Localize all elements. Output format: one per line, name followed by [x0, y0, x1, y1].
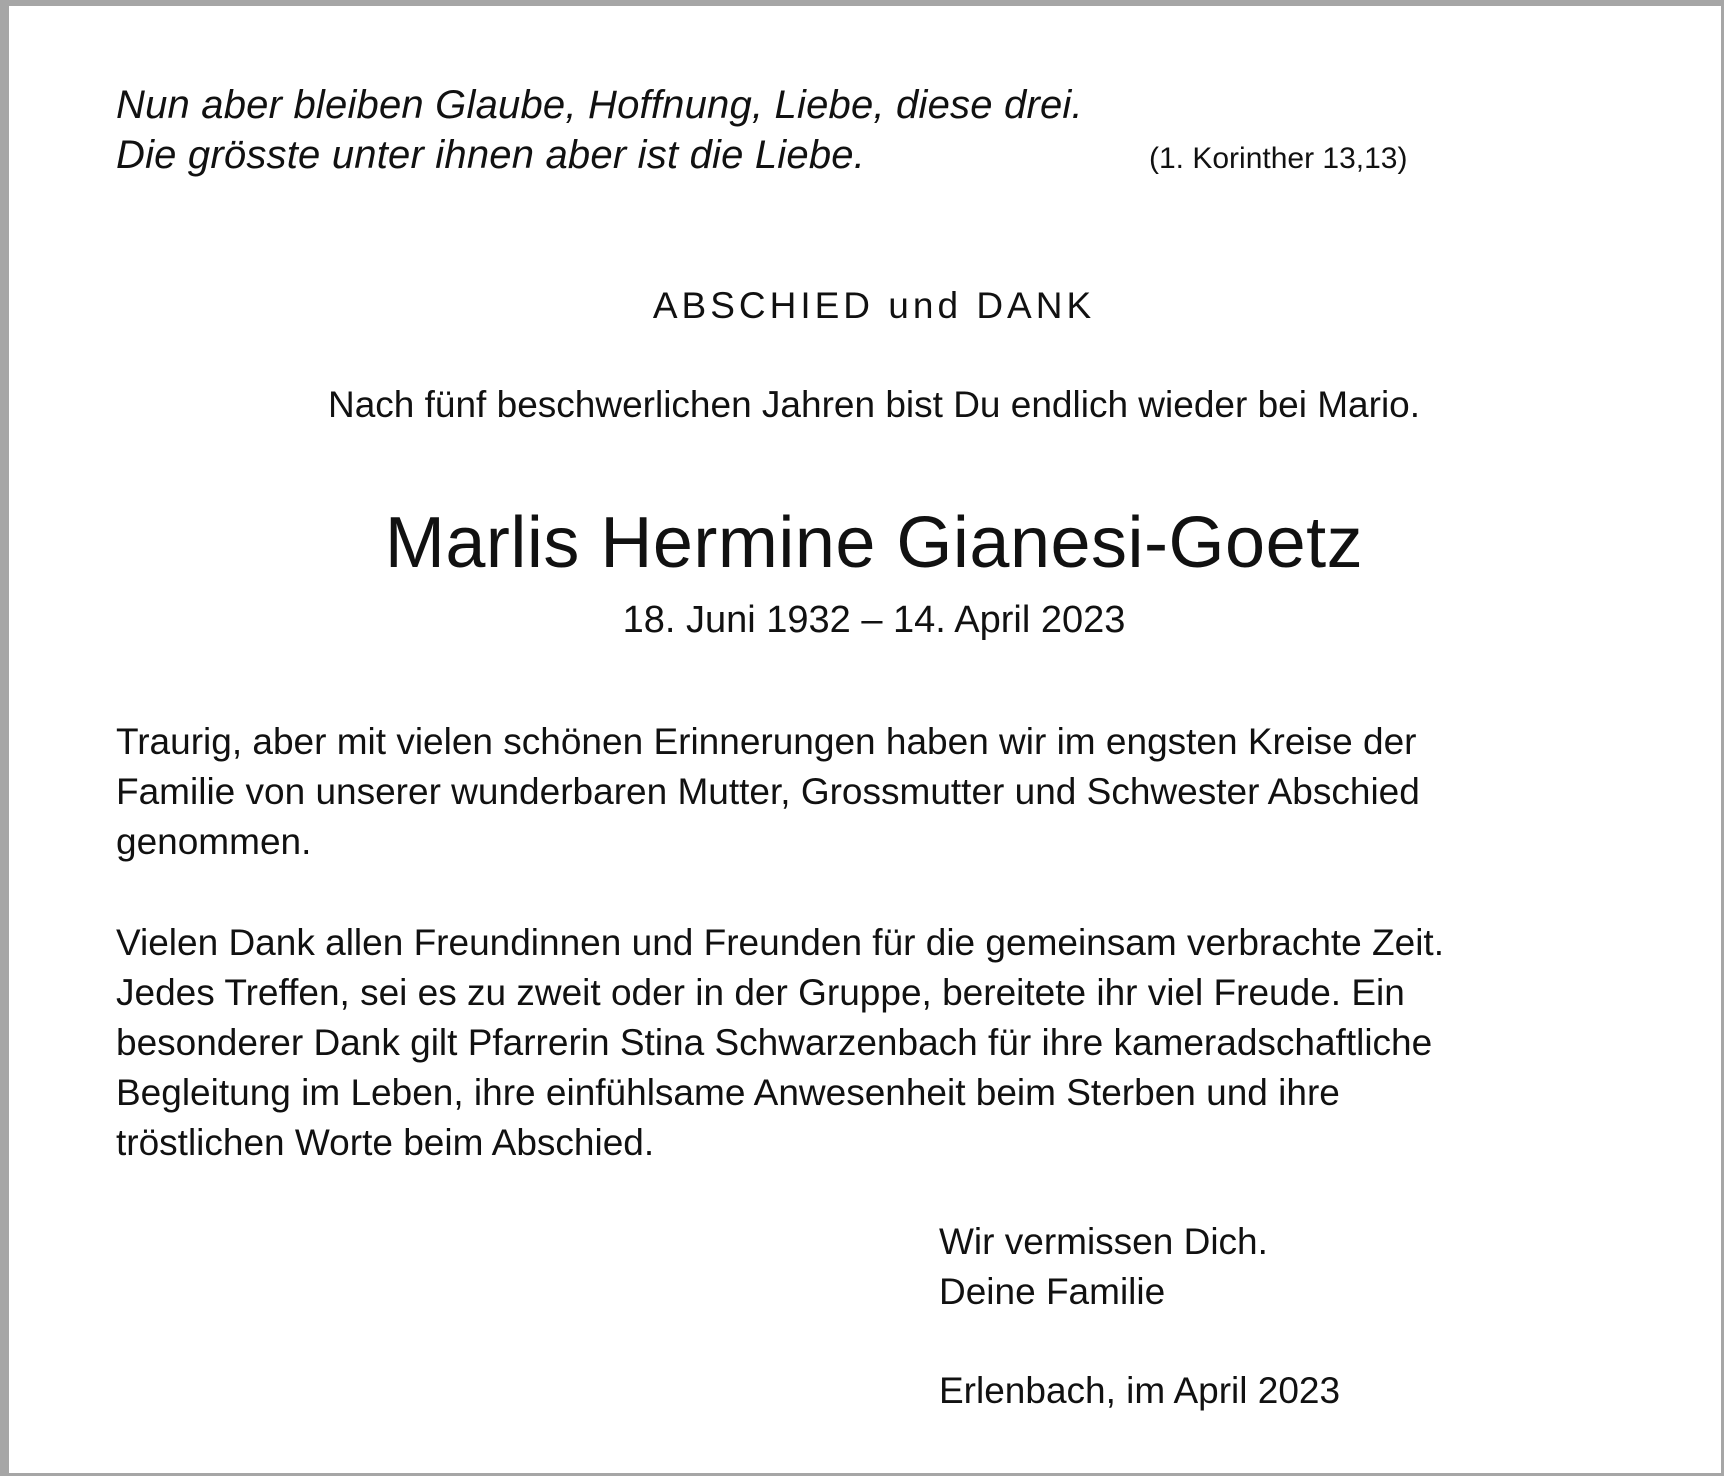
quote-line-2: Die grösste unter ihnen aber ist die Liebe. — [116, 133, 866, 177]
notice-subtitle: Nach fünf beschwerlichen Jahren bist Du endlich wieder bei Mario. — [327, 384, 1421, 425]
farewell-paragraph — [116, 717, 1676, 867]
closing-line-miss-you: Wir vermissen Dich. — [939, 1221, 1268, 1262]
quote-line-1: Nun aber bleiben Glaube, Hoffnung, Liebe, diese drei. — [116, 83, 1083, 127]
paragraph-line: genommen. — [116, 821, 312, 862]
paragraph-line: tröstlichen Worte beim Abschied. — [116, 1122, 655, 1163]
thanks-paragraph — [116, 918, 1676, 1168]
closing-signature: Deine Familie — [939, 1271, 1166, 1312]
paragraph-line: Begleitung im Leben, ihre einfühlsame Anwesenheit beim Sterben und ihre — [116, 1072, 1340, 1113]
bible-reference: (1. Korinther 13,13) — [1149, 142, 1408, 175]
paragraph-line: Traurig, aber mit vielen schönen Erinnerungen haben wir im engsten Kreise der — [116, 721, 1417, 762]
notice-heading: ABSCHIED und DANK — [652, 285, 1096, 326]
paragraph-line: Jedes Treffen, sei es zu zweit oder in der Gruppe, bereitete ihr viel Freude. Ein — [116, 972, 1405, 1013]
paragraph-line: Vielen Dank allen Freundinnen und Freunden für die gemeinsam verbrachte Zeit. — [116, 922, 1444, 963]
paragraph-line: Familie von unserer wunderbaren Mutter, Grossmutter und Schwester Abschied — [116, 771, 1420, 812]
paragraph-line: besonderer Dank gilt Pfarrerin Stina Schwarzenbach für ihre kameradschaftliche — [116, 1022, 1433, 1063]
place-and-date: Erlenbach, im April 2023 — [939, 1370, 1341, 1411]
deceased-name: Marlis Hermine Gianesi-Goetz — [384, 503, 1364, 583]
life-dates: 18. Juni 1932 – 14. April 2023 — [622, 599, 1126, 641]
